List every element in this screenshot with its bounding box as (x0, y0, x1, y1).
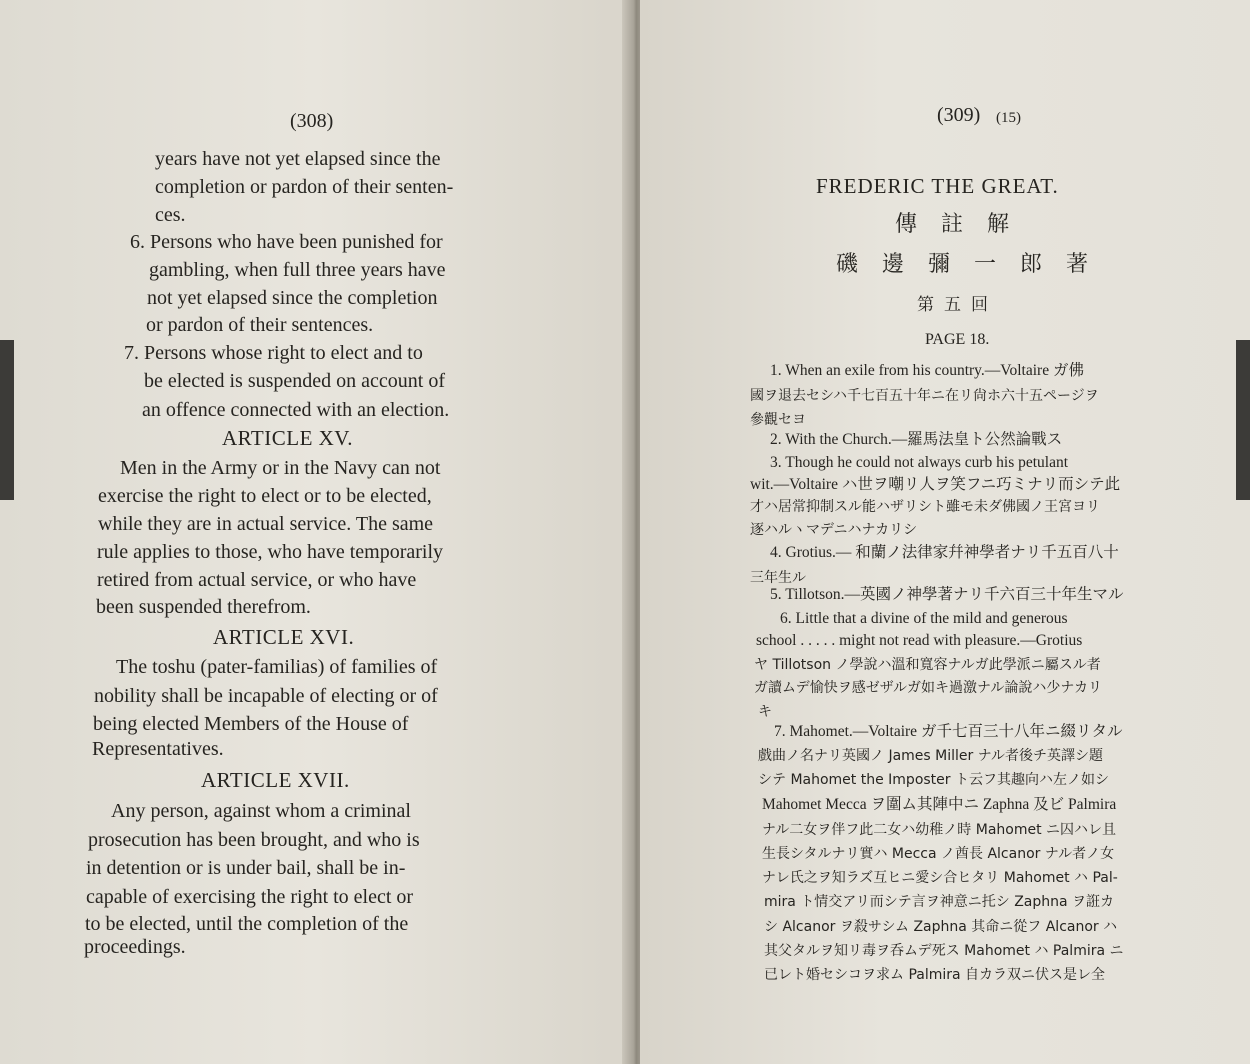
note-line: 才ハ居常抑制スル能ハザリシト雖モ未ダ佛國ノ王宮ヨリ (750, 499, 1100, 515)
note-line: 其父タルヲ知リ毒ヲ呑ムデ死ス Mahomet ハ Palmira ニ (764, 943, 1124, 959)
note-line: 國ヲ退去セシハ千七百五十年ニ在リ尙ホ六十五ページヲ (750, 388, 1099, 404)
text-line: gambling, when full three years have (149, 259, 446, 281)
note-line: 逐ハルヽマデニハナカリシ (750, 522, 918, 538)
text-line: retired from actual service, or who have (97, 569, 417, 591)
note-line: 7. Mahomet.—Voltaire ガ千七百三十八年ニ綴リタル (774, 723, 1123, 740)
note-line: 5. Tillotson.—英國ノ神學著ナリ千六百三十年生マル (770, 586, 1124, 603)
note-line: 4. Grotius.— 和蘭ノ法律家幷神學者ナリ千五百八十 (770, 544, 1119, 561)
note-line: 生長シタルナリ實ハ Mecca ノ酋長 Alcanor ナル者ノ女 (762, 846, 1115, 862)
note-line: シ Alcanor ヲ殺サシム Zaphna 其命ニ從フ Alcanor ハ (764, 919, 1118, 935)
subtitle-jp: 傳註解 (895, 212, 1034, 237)
note-line: mira ト情交アリ而シテ言ヲ神意ニ托シ Zaphna ヲ誑カ (764, 894, 1115, 910)
left-page-number: (308) (290, 110, 334, 132)
text-line: Men in the Army or in the Navy can not (120, 457, 441, 479)
note-line: 1. When an exile from his country.—Voltaire ガ佛 (770, 362, 1084, 379)
text-line: 6. Persons who have been punished for (130, 231, 443, 253)
text-line: nobility shall be incapable of electing or of (94, 685, 438, 707)
note-line: シテ Mahomet the Imposter ト云フ其趣向ハ左ノ如シ (758, 772, 1109, 788)
article-heading: ARTICLE XVI. (213, 625, 355, 649)
note-line: 2. With the Church.—羅馬法皇ト公然論戰ス (770, 431, 1063, 448)
right-page-number: (309) (937, 104, 981, 126)
note-line: ナレ氏之ヲ知ラズ互ヒニ愛シ合ヒタリ Mahomet ハ Pal- (762, 870, 1118, 886)
text-line: or pardon of their sentences. (146, 314, 374, 336)
page-reference: PAGE 18. (925, 331, 990, 348)
author-jp: 磯邊彌一郎著 (836, 252, 1113, 277)
text-line: exercise the right to elect or to be elected, (98, 485, 432, 507)
text-line: to be elected, until the completion of the (85, 913, 409, 935)
note-line: ヤ Tillotson ノ學說ハ溫和寬容ナルガ此學派ニ屬スル者 (754, 657, 1101, 673)
text-line: rule applies to those, who have temporarily (97, 541, 444, 563)
text-line: ces. (155, 204, 186, 226)
page-edge-marker (1236, 340, 1250, 500)
article-heading: ARTICLE XVII. (201, 768, 350, 792)
note-line: 三年生ル (750, 570, 806, 586)
article-heading: ARTICLE XV. (222, 426, 354, 450)
note-line: ガ讀ムデ愉快ヲ感ゼザルガ如キ過激ナル論說ハ少ナカリ (754, 680, 1103, 696)
text-line: 7. Persons whose right to elect and to (124, 342, 423, 364)
text-line: Any person, against whom a criminal (111, 800, 411, 822)
text-line: Representatives. (92, 738, 224, 760)
section-page-number: (15) (996, 110, 1021, 126)
note-line: 戲曲ノ名ナリ英國ノ James Miller ナル者後チ英譯シ題 (758, 748, 1104, 764)
page-edge-marker (0, 340, 14, 500)
text-line: being elected Members of the House of (93, 713, 409, 735)
note-line: 3. Though he could not always curb his petulant (770, 454, 1069, 471)
chapter-jp: 第五回 (917, 295, 998, 315)
text-line: an offence connected with an election. (142, 399, 450, 421)
note-line: 已レト婚セシコヲ求ム Palmira 自カラ双ニ伏ス是レ全 (764, 967, 1106, 983)
text-line: in detention or is under bail, shall be in- (86, 857, 406, 879)
text-line: prosecution has been brought, and who is (88, 829, 420, 851)
text-line: not yet elapsed since the completion (147, 287, 438, 309)
note-line: Mahomet Mecca ヲ圍ム其陣中ニ Zaphna 及ビ Palmira (762, 796, 1117, 813)
text-line: completion or pardon of their senten- (155, 176, 454, 198)
text-line: years have not yet elapsed since the (155, 148, 441, 170)
article-title: FREDERIC THE GREAT. (816, 174, 1059, 198)
note-line: 6. Little that a divine of the mild and generous (780, 610, 1068, 627)
note-line: ナル二女ヲ伴フ此二女ハ幼稚ノ時 Mahomet ニ囚ハレ且 (762, 822, 1117, 838)
note-line: キ (758, 704, 772, 720)
text-line: capable of exercising the right to elect or (86, 886, 414, 908)
text-line: be elected is suspended on account of (144, 370, 446, 392)
right-page (640, 0, 1250, 1064)
note-line: school . . . . . might not read with pleasure.—Grotius (756, 632, 1083, 649)
note-line: 參觀セヨ (750, 412, 806, 428)
text-line: while they are in actual service. The same (98, 513, 434, 535)
text-line: been suspended therefrom. (96, 596, 311, 618)
text-line: The toshu (pater-familias) of families of (116, 656, 438, 678)
note-line: wit.—Voltaire ハ世ヲ嘲リ人ヲ笑フニ巧ミナリ而シテ此 (750, 476, 1121, 493)
text-line: proceedings. (84, 936, 186, 958)
